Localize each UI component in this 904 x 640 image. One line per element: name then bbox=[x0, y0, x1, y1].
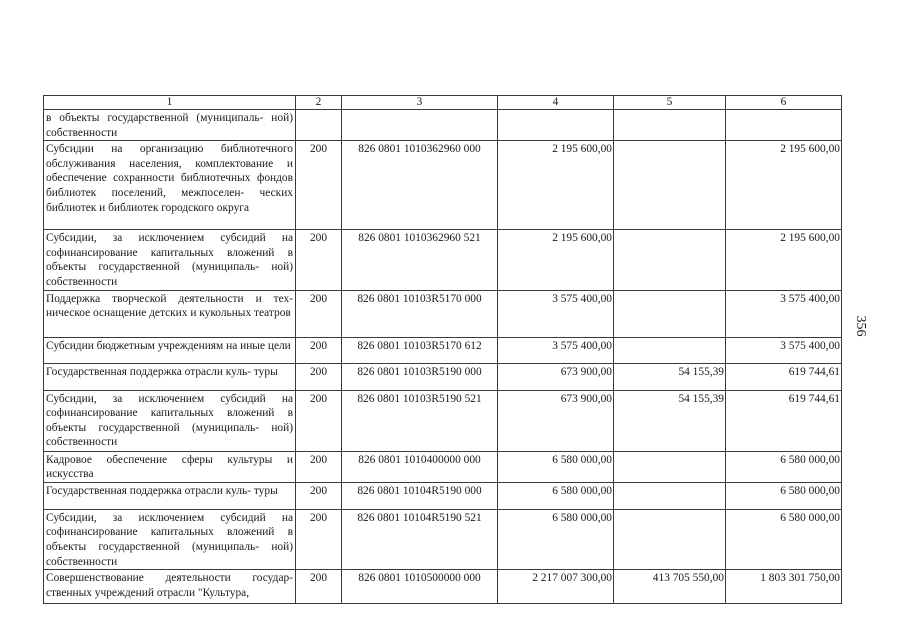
table-row bbox=[44, 451, 842, 482]
row-col6-cell: 619 744,61 bbox=[726, 390, 842, 451]
row-name-cell: Субсидии, за исключением субсидий на софинансирование капитальных вложений в объекты государственной (муниципаль- ной) собственности bbox=[44, 509, 296, 569]
row-code-cell: 200 bbox=[296, 363, 342, 390]
row-col6-cell: 619 744,61 bbox=[726, 363, 842, 390]
row-col6-cell: 3 575 400,00 bbox=[726, 337, 842, 363]
row-name-cell: в объекты государственной (муниципаль- ной) собственности bbox=[44, 110, 296, 141]
row-col6-cell: 3 575 400,00 bbox=[726, 290, 842, 337]
row-kbk-cell: 826 0801 10103R5190 000 bbox=[342, 363, 498, 390]
row-col5-cell: 54 155,39 bbox=[614, 390, 726, 451]
page-number: 356 bbox=[853, 315, 868, 337]
row-total-cell: 3 575 400,00 bbox=[498, 290, 614, 337]
row-kbk-cell: 826 0801 1010362960 000 bbox=[342, 141, 498, 230]
header-row bbox=[44, 96, 842, 110]
row-total-cell: 2 217 007 300,00 bbox=[498, 570, 614, 604]
row-total-cell: 2 195 600,00 bbox=[498, 230, 614, 290]
row-name-cell: Государственная поддержка отрасли куль- туры bbox=[44, 363, 296, 390]
row-name-cell: Совершенствование деятельности государ- ственных учреждений отрасли "Культура, bbox=[44, 570, 296, 604]
row-code-cell: 200 bbox=[296, 451, 342, 482]
row-total-cell bbox=[498, 110, 614, 141]
table-row bbox=[44, 570, 842, 604]
row-total-cell: 6 580 000,00 bbox=[498, 482, 614, 509]
row-code-cell: 200 bbox=[296, 337, 342, 363]
row-code-cell: 200 bbox=[296, 482, 342, 509]
row-total-cell: 3 575 400,00 bbox=[498, 337, 614, 363]
budget-table bbox=[43, 95, 842, 604]
row-kbk-cell: 826 0801 10103R5190 521 bbox=[342, 390, 498, 451]
row-name-cell: Кадровое обеспечение сферы культуры и искусства bbox=[44, 451, 296, 482]
row-col5-cell bbox=[614, 509, 726, 569]
header-cell: 4 bbox=[498, 96, 614, 110]
row-kbk-cell: 826 0801 10104R5190 000 bbox=[342, 482, 498, 509]
table-row bbox=[44, 509, 842, 569]
header-cell: 2 bbox=[296, 96, 342, 110]
header-cell: 3 bbox=[342, 96, 498, 110]
row-col5-cell bbox=[614, 451, 726, 482]
row-col6-cell bbox=[726, 110, 842, 141]
table-row bbox=[44, 290, 842, 337]
row-kbk-cell: 826 0801 1010400000 000 bbox=[342, 451, 498, 482]
row-col6-cell: 2 195 600,00 bbox=[726, 141, 842, 230]
table-row bbox=[44, 363, 842, 390]
header-cell: 6 bbox=[726, 96, 842, 110]
row-name-cell: Субсидии, за исключением субсидий на софинансирование капитальных вложений в объекты государственной (муниципаль- ной) собственности bbox=[44, 230, 296, 290]
row-total-cell: 6 580 000,00 bbox=[498, 509, 614, 569]
row-col6-cell: 6 580 000,00 bbox=[726, 509, 842, 569]
row-col5-cell bbox=[614, 290, 726, 337]
row-name-cell: Субсидии на организацию библиотечного обслуживания населения, комплектование и обеспечение сохранности библиотечных фондов библиотек поселений, межпоселен- ческих библиотек и библиотек городского округа bbox=[44, 141, 296, 230]
table-row bbox=[44, 337, 842, 363]
row-col6-cell: 6 580 000,00 bbox=[726, 482, 842, 509]
table-row bbox=[44, 110, 842, 141]
row-col5-cell bbox=[614, 110, 726, 141]
row-col6-cell: 2 195 600,00 bbox=[726, 230, 842, 290]
row-col5-cell bbox=[614, 337, 726, 363]
row-total-cell: 2 195 600,00 bbox=[498, 141, 614, 230]
row-total-cell: 6 580 000,00 bbox=[498, 451, 614, 482]
row-name-cell: Субсидии, за исключением субсидий на софинансирование капитальных вложений в объекты государственной (муниципаль- ной) собственности bbox=[44, 390, 296, 451]
row-col6-cell: 1 803 301 750,00 bbox=[726, 570, 842, 604]
row-name-cell: Субсидии бюджетным учреждениям на иные цели bbox=[44, 337, 296, 363]
row-col6-cell: 6 580 000,00 bbox=[726, 451, 842, 482]
row-code-cell: 200 bbox=[296, 509, 342, 569]
table-row bbox=[44, 390, 842, 451]
row-col5-cell: 413 705 550,00 bbox=[614, 570, 726, 604]
row-total-cell: 673 900,00 bbox=[498, 363, 614, 390]
row-name-cell: Государственная поддержка отрасли куль- туры bbox=[44, 482, 296, 509]
row-name-cell: Поддержка творческой деятельности и тех- ническое оснащение детских и кукольных театров bbox=[44, 290, 296, 337]
row-code-cell: 200 bbox=[296, 570, 342, 604]
header-cell: 1 bbox=[44, 96, 296, 110]
row-col5-cell bbox=[614, 141, 726, 230]
row-kbk-cell: 826 0801 1010362960 521 bbox=[342, 230, 498, 290]
table-row bbox=[44, 230, 842, 290]
table-row bbox=[44, 482, 842, 509]
table-row bbox=[44, 141, 842, 230]
row-col5-cell: 54 155,39 bbox=[614, 363, 726, 390]
row-kbk-cell: 826 0801 10104R5190 521 bbox=[342, 509, 498, 569]
row-code-cell: 200 bbox=[296, 390, 342, 451]
row-code-cell bbox=[296, 110, 342, 141]
row-col5-cell bbox=[614, 230, 726, 290]
row-total-cell: 673 900,00 bbox=[498, 390, 614, 451]
row-code-cell: 200 bbox=[296, 290, 342, 337]
row-kbk-cell: 826 0801 10103R5170 612 bbox=[342, 337, 498, 363]
row-col5-cell bbox=[614, 482, 726, 509]
row-kbk-cell: 826 0801 10103R5170 000 bbox=[342, 290, 498, 337]
row-code-cell: 200 bbox=[296, 141, 342, 230]
row-kbk-cell: 826 0801 1010500000 000 bbox=[342, 570, 498, 604]
row-code-cell: 200 bbox=[296, 230, 342, 290]
header-cell: 5 bbox=[614, 96, 726, 110]
row-kbk-cell bbox=[342, 110, 498, 141]
